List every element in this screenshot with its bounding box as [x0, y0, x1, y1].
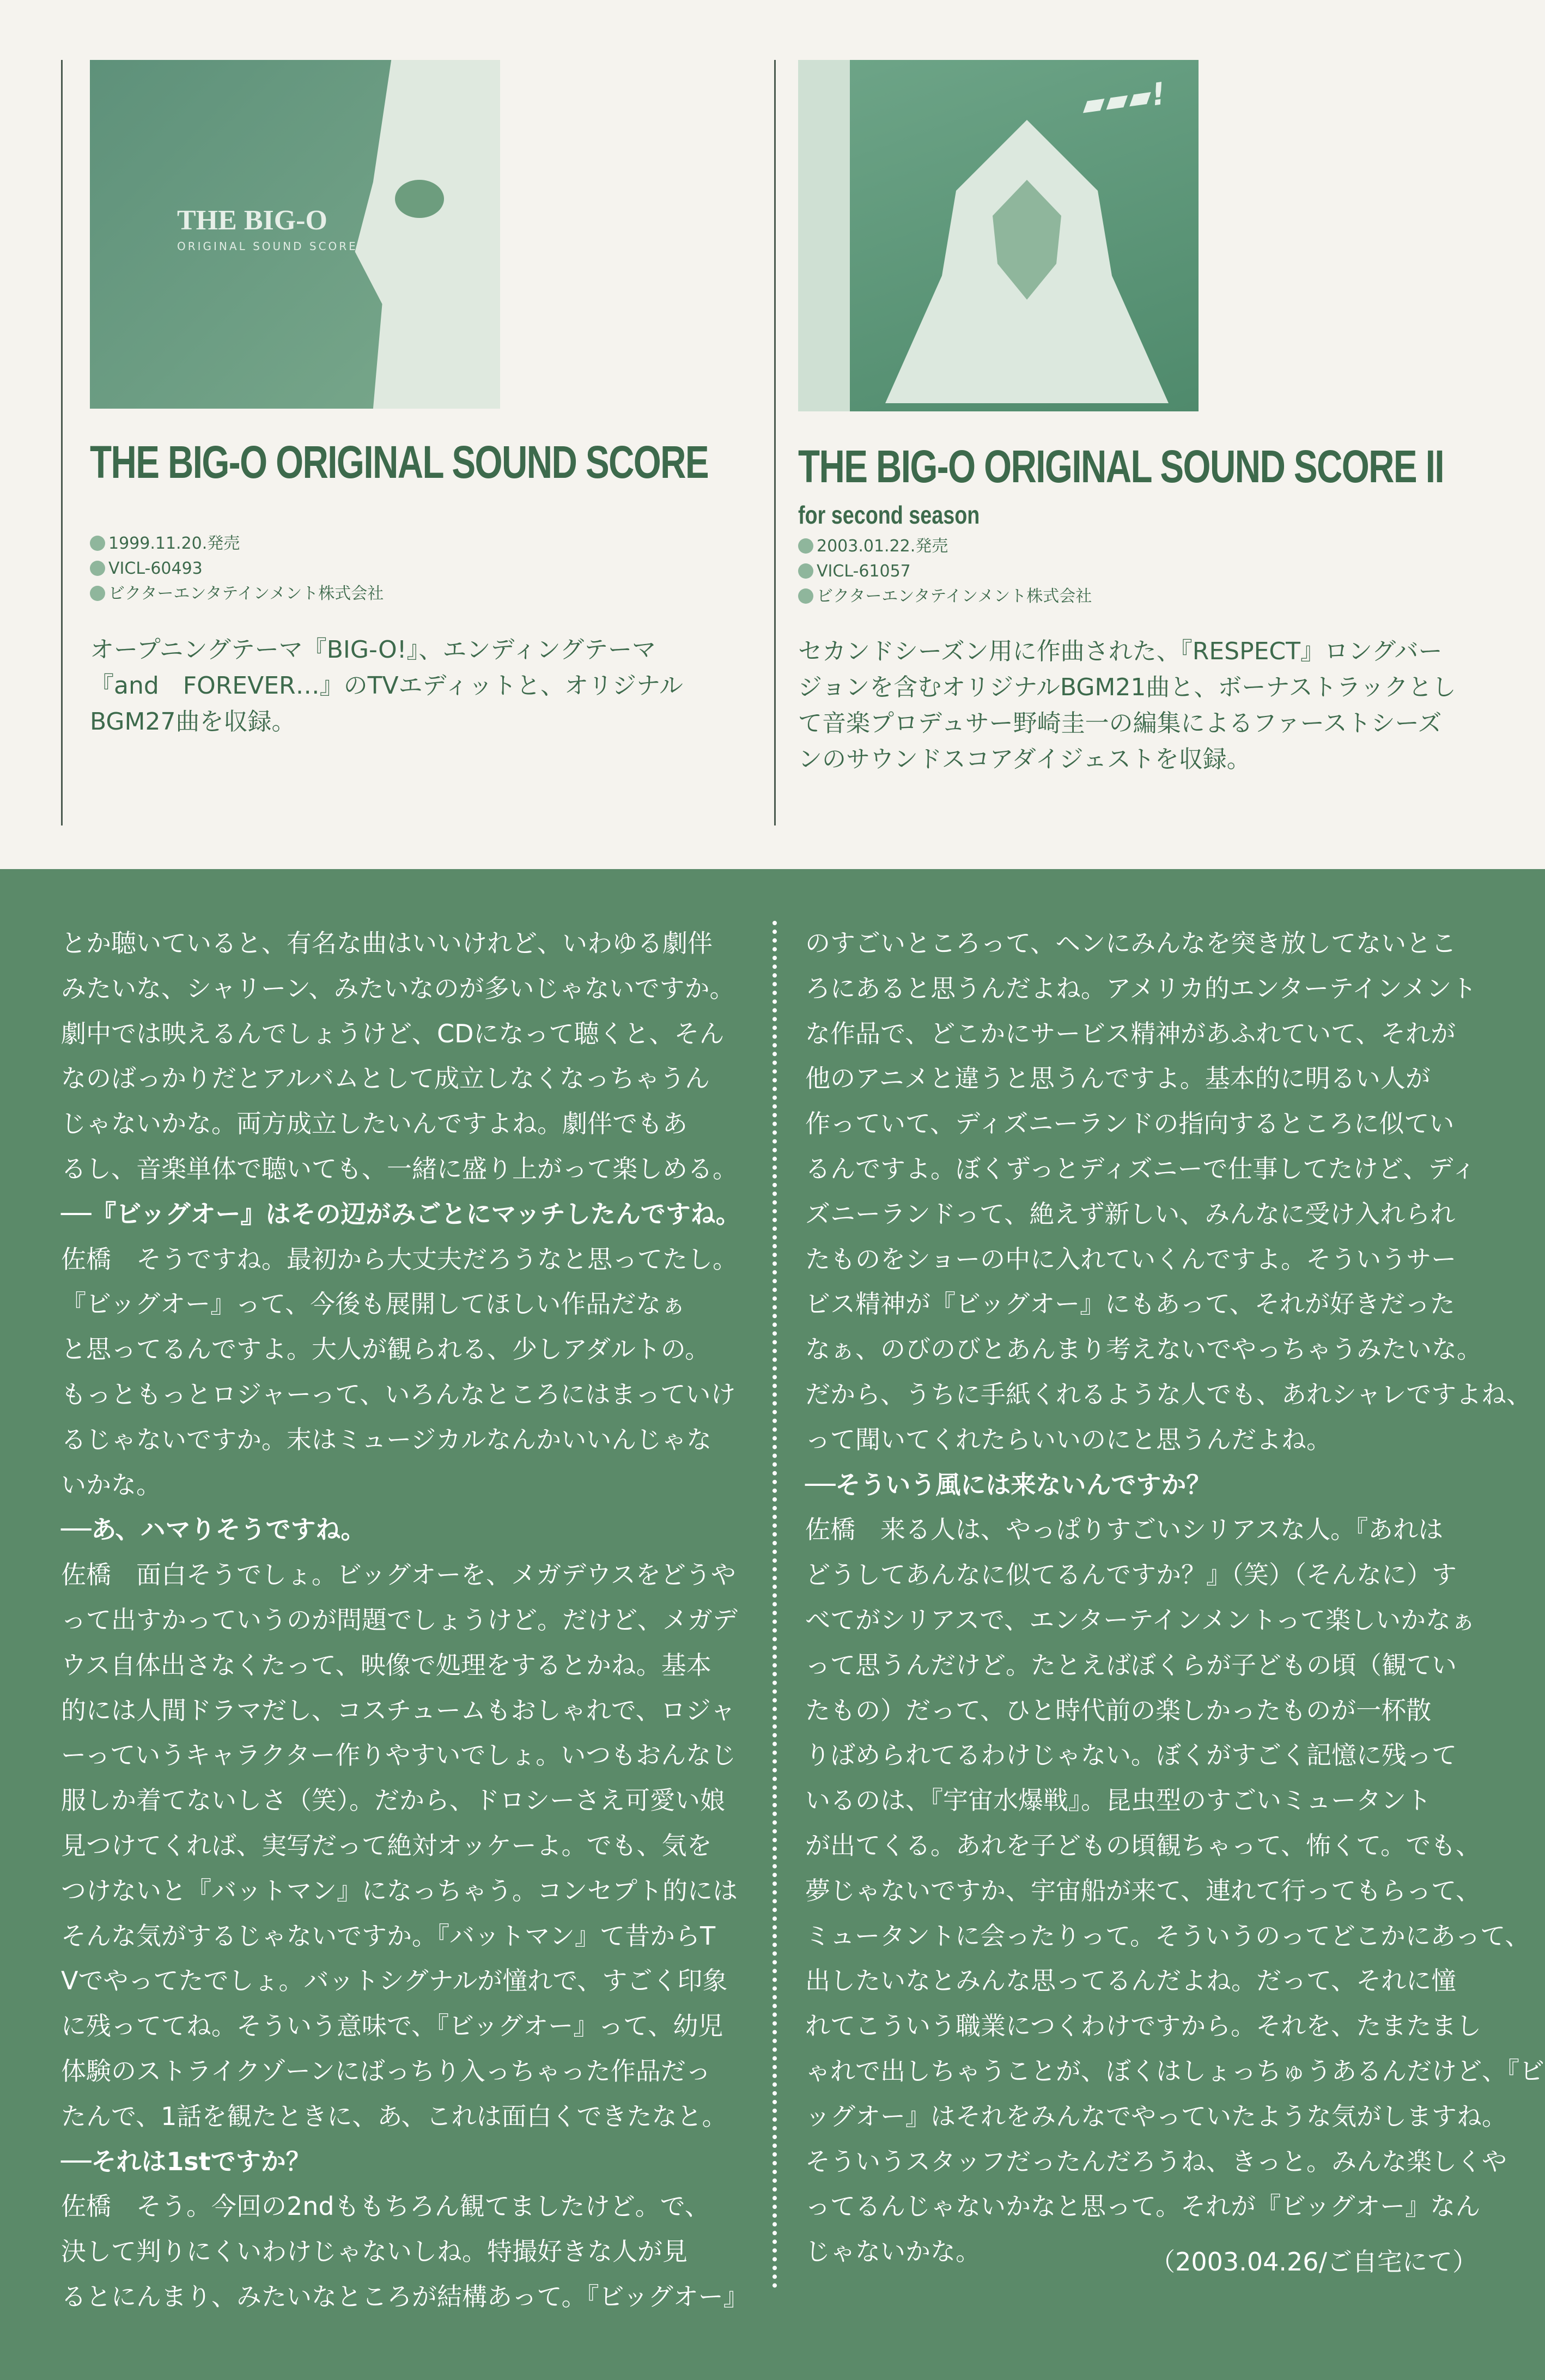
interview-line: って思うんだけど。たとえばぼくらが子どもの頃（観てい [805, 1650, 1457, 1680]
album-cover-2 [798, 60, 1199, 411]
interview-line: 夢じゃないですか、宇宙船が来て、連れて行ってもらって、 [805, 1875, 1481, 1905]
interview-line: とか聴いていると、有名な曲はいいけれど、いわゆる劇伴 [61, 928, 713, 958]
interview-question: ──『ビッグオー』はその辺がみごとにマッチしたんですね。 [61, 1199, 741, 1229]
description-line: ジョンを含むオリジナルBGM21曲と、ボーナストラックとし [798, 673, 1456, 701]
interview-line: たもの）だって、ひと時代前の楽しかったものが一杯散 [805, 1695, 1432, 1725]
interview-line: 他のアニメと違うと思うんですよ。基本的に明るい人が [805, 1064, 1431, 1094]
interview-line: もっともっとロジャーって、いろんなところにはまっていけ [61, 1379, 736, 1409]
interview-line: りばめられてるわけじゃない。ぼくがすごく記憶に残って [805, 1740, 1457, 1770]
bullet-icon [90, 536, 105, 551]
cover-logo-2: ▰▰▰! [1079, 76, 1168, 123]
description-line: ンのサウンドスコアダイジェストを収録。 [798, 745, 1251, 773]
interview-question: ──それは1stですか？ [61, 2146, 311, 2176]
product-title-1: THE BIG-O ORIGINAL SOUND SCORE [90, 436, 709, 488]
interview-line: いかな。 [61, 1470, 161, 1499]
interview-line: Vでやってたでしょ。バットシグナルが憧れで、すごく印象 [61, 1966, 728, 1996]
interview-line: ッグオー』はそれをみんなでやっていたような気がしますね。 [805, 2101, 1507, 2131]
robot-eye-art [395, 180, 444, 218]
release-date: 1999.11.20.発売 [108, 534, 240, 553]
interview-line: 出したいなとみんな思ってるんだよね。だって、それに憧 [805, 1966, 1457, 1996]
interview-line: べてがシリアスで、エンターテインメントって楽しいかなぁ [805, 1605, 1476, 1635]
interview-line: 決して判りにくいわけじゃないしね。特撮好きな人が見 [61, 2237, 688, 2267]
interview-line: たものをショーの中に入れていくんですよ。そういうサー [805, 1244, 1457, 1274]
interview-line: 佐橋 そうですね。最初から大丈夫だろうなと思ってたし。 [61, 1244, 738, 1274]
interview-line: ろにあると思うんだよね。アメリカ的エンターテインメント [805, 973, 1477, 1003]
interview-line: そういうスタッフだったんだろうね、きっと。みんな楽しくや [805, 2146, 1507, 2176]
interview-line: 服しか着てないしさ（笑）。だから、ドロシーさえ可愛い娘 [61, 1786, 725, 1816]
interview-line: るし、音楽単体で聴いても、一緒に盛り上がって楽しめる。 [61, 1153, 738, 1183]
cover-title-1: THE BIG-O [177, 205, 327, 236]
interview-line: 体験のストライクゾーンにばっちり入っちゃった作品だっ [61, 2056, 711, 2086]
bullet-icon [798, 563, 813, 579]
interview-line: どうしてあんなに似てるんですか？』（笑）（そんなに）す [805, 1560, 1457, 1590]
interview-line: 見つけてくれば、実写だって絶対オッケーよ。でも、気を [61, 1830, 712, 1860]
interview-line: ビス精神が『ビッグオー』にもあって、それが好きだった [805, 1289, 1455, 1319]
description-line: セカンドシーズン用に作曲された、『RESPECT』ロングバー [798, 638, 1443, 665]
description-line: オープニングテーマ『BIG-O!』、エンディングテーマ [90, 636, 656, 664]
interview-line: 佐橋 面白そうでしょ。ビッグオーを、メガデウスをどうや [61, 1560, 736, 1590]
interview-column-right [805, 921, 1544, 2274]
interview-line: つけないと『バットマン』になっちゃう。コンセプト的には [61, 1875, 738, 1905]
interview-line: だから、うちに手紙くれるような人でも、あれシャレですよね、 [805, 1379, 1532, 1409]
interview-line: みたいな、シャリーン、みたいなのが多いじゃないですか。 [61, 973, 735, 1003]
interview-line: るじゃないですか。末はミュージカルなんかいいんじゃな [61, 1424, 712, 1454]
bullet-icon [798, 588, 813, 604]
interview-line: のすごいところって、ヘンにみんなを突き放してないとこ [805, 928, 1457, 958]
interview-line: 的には人間ドラマだし、コスチュームもおしゃれで、ロジャ [61, 1695, 735, 1725]
description-line: 『and FOREVER…』のTVエディットと、オリジナル [90, 672, 683, 700]
product-section [0, 0, 1545, 869]
column-divider [772, 921, 777, 2288]
interview-line: って出すかっていうのが問題でしょうけど。だけど、メガデ [61, 1605, 738, 1635]
interview-line: るとにんまり、みたいなところが結構あって。『ビッグオー』 [61, 2281, 749, 2311]
interview-line: 佐橋 そう。今回の2ndももちろん観てましたけど。で、 [61, 2191, 710, 2221]
interview-line: って聞いてくれたらいいのにと思うんだよね。 [805, 1424, 1331, 1454]
interview-line: そんな気がするじゃないですか。『バットマン』て昔からT [61, 1921, 716, 1951]
left-rule [61, 60, 63, 825]
description-line: BGM27曲を収録。 [90, 708, 296, 736]
interview-line: るんですよ。ぼくずっとディズニーで仕事してたけど、ディ [805, 1153, 1476, 1183]
interview-line: 劇中では映えるんでしょうけど、CDになって聴くと、そん [61, 1018, 725, 1048]
interview-line: ゃれで出しちゃうことが、ぼくはしょっちゅうあるんだけど、『ビ [805, 2056, 1544, 2086]
record-label: ビクターエンタテインメント株式会社 [817, 587, 1092, 606]
interview-line: なのばっかりだとアルバムとして成立しなくなっちゃうん [61, 1064, 710, 1094]
product-meta-2 [798, 534, 1092, 609]
bullet-icon [90, 561, 105, 576]
product-meta-1 [90, 531, 384, 606]
interview-line: ーっていうキャラクター作りやすいでしょ。いつもおんなじ [61, 1740, 737, 1770]
interview-credit: （2003.04.26/ご自宅にて） [1150, 2247, 1477, 2276]
interview-line: なぁ、のびのびとあんまり考えないでやっちゃうみたいな。 [805, 1334, 1482, 1364]
interview-line: に残っててね。そういう意味で、『ビッグオー』って、幼児 [61, 2011, 723, 2041]
interview-question: ──あ、ハマりそうですね。 [61, 1515, 366, 1545]
middle-rule [774, 60, 776, 825]
interview-question: ──そういう風には来ないんですか？ [805, 1470, 1212, 1499]
interview-line: 佐橋 来る人は、やっぱりすごいシリアスな人。『あれは [805, 1515, 1444, 1545]
cover-subtitle-1: ORIGINAL SOUND SCORE [177, 240, 358, 253]
product-description-1 [90, 632, 683, 740]
interview-line: れてこういう職業につくわけですから。それを、たまたまし [805, 2011, 1482, 2041]
interview-line: 『ビッグオー』って、今後も展開してほしい作品だなぁ [61, 1289, 686, 1319]
interview-line: ってるんじゃないかなと思って。それが『ビッグオー』なん [805, 2191, 1481, 2221]
interview-column-left [61, 921, 749, 2320]
interview-line: ウス自体出さなくたって、映像で処理をするとかね。基本 [61, 1650, 711, 1680]
interview-line: じゃないかな。 [805, 2237, 981, 2267]
catalog-number: VICL-60493 [108, 559, 203, 578]
description-line: て音楽プロデュサー野崎圭一の編集によるファーストシーズ [798, 709, 1442, 737]
record-label: ビクターエンタテインメント株式会社 [108, 584, 384, 603]
product-description-2 [798, 634, 1456, 778]
product-subtitle-2: for second season [798, 501, 980, 529]
catalog-number: VICL-61057 [817, 562, 911, 581]
album-cover-1 [90, 60, 500, 409]
interview-line: 作っていて、ディズニーランドの指向するところに似てい [805, 1109, 1455, 1139]
interview-line: と思ってるんですよ。大人が観られる、少しアダルトの。 [61, 1334, 710, 1364]
interview-line: じゃないかな。両方成立したいんですよね。劇伴でもあ [61, 1109, 688, 1139]
interview-line: いるのは、『宇宙水爆戦』。昆虫型のすごいミュータント [805, 1786, 1432, 1816]
interview-line: が出てくる。あれを子どもの頃観ちゃって、怖くて。でも、 [805, 1830, 1481, 1860]
robot-head-art [319, 60, 500, 409]
interview-line: ミュータントに会ったりって。そういうのってどこかにあって、 [805, 1921, 1530, 1951]
bullet-icon [90, 586, 105, 601]
bullet-icon [798, 538, 813, 554]
obi-spine [798, 60, 850, 411]
product-title-2: THE BIG-O ORIGINAL SOUND SCORE II [798, 441, 1444, 492]
interview-line: ズニーランドって、絶えず新しい、みんなに受け入れられ [805, 1199, 1456, 1229]
interview-line: な作品で、どこかにサービス精神があふれていて、それが [805, 1018, 1456, 1048]
release-date: 2003.01.22.発売 [817, 537, 948, 556]
interview-line: たんで、1話を観たときに、あ、これは面白くできたなと。 [61, 2101, 727, 2131]
